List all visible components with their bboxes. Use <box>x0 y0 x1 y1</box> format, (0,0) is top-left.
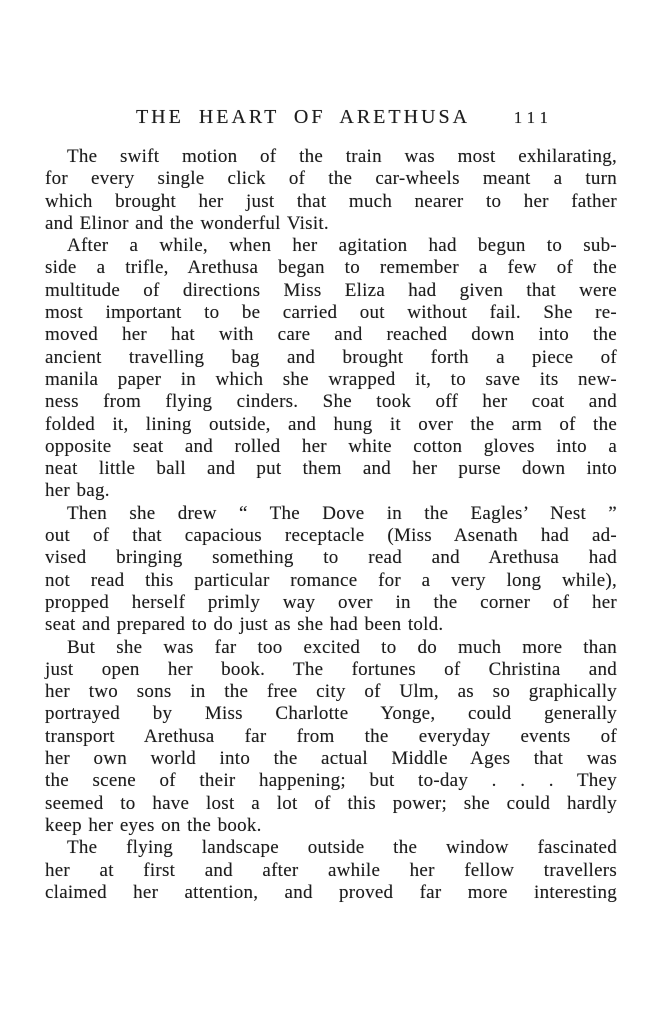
text-line: Then she drew “ The Dove in the Eagles’ Nest ” <box>67 502 617 524</box>
text-line: claimed her attention, and proved far more interesting <box>45 881 617 903</box>
text-line: which brought her just that much nearer to her father <box>45 190 617 212</box>
paragraph <box>45 235 617 503</box>
text-line: manila paper in which she wrapped it, to save its new- <box>45 368 617 390</box>
text-line: keep her eyes on the book. <box>45 814 262 836</box>
text-line: her two sons in the free city of Ulm, as so graphically <box>45 681 617 703</box>
text-line: But she was far too excited to do much more than <box>67 636 617 658</box>
text-line: propped herself primly way over in the corner of her <box>45 591 617 613</box>
text-line: most important to be carried out without fail. She re- <box>45 302 617 324</box>
page-title: THE HEART OF ARETHUSA <box>135 106 471 128</box>
text-body <box>45 146 617 904</box>
text-line: folded it, lining outside, and hung it over the arm of the <box>45 413 617 435</box>
page-number: 111 <box>513 108 553 127</box>
text-line: out of that capacious receptacle (Miss Asenath had ad- <box>45 525 617 547</box>
text-line: neat little ball and put them and her purse down into <box>45 458 617 480</box>
text-line: her at first and after awhile her fellow travellers <box>45 859 617 881</box>
text-line: not read this particular romance for a very long while), <box>45 569 617 591</box>
paragraph <box>45 503 617 637</box>
text-line: seemed to have lost a lot of this power; she could hardly <box>45 792 617 814</box>
text-line: multitude of directions Miss Eliza had given that were <box>45 279 617 301</box>
text-line: vised bringing something to read and Arethusa had <box>45 547 617 569</box>
paragraph <box>45 837 617 904</box>
paragraph <box>45 637 617 838</box>
text-line: After a while, when her agitation had begun to sub- <box>67 235 617 257</box>
text-line: for every single click of the car-wheels meant a turn <box>45 168 617 190</box>
text-line: ness from flying cinders. She took off her coat and <box>45 391 617 413</box>
text-line: seat and prepared to do just as she had been told. <box>45 614 444 636</box>
paragraph <box>45 146 617 235</box>
text-line: portrayed by Miss Charlotte Yonge, could generally <box>45 703 617 725</box>
text-line: the scene of their happening; but to-day . . . They <box>45 770 617 792</box>
text-line: opposite seat and rolled her white cotton gloves into a <box>45 435 617 457</box>
text-line: transport Arethusa far from the everyday events of <box>45 725 617 747</box>
text-line: The swift motion of the train was most exhilarating, <box>67 146 617 167</box>
text-line: moved her hat with care and reached down into the <box>45 324 617 346</box>
text-line: her own world into the actual Middle Ages that was <box>45 748 617 770</box>
text-line: and Elinor and the wonderful Visit. <box>45 212 329 234</box>
text-line: just open her book. The fortunes of Christina and <box>45 658 617 680</box>
text-line: ancient travelling bag and brought forth a piece of <box>45 346 617 368</box>
text-line: The flying landscape outside the window fascinated <box>67 837 617 859</box>
running-head <box>45 106 617 132</box>
text-line: her bag. <box>45 480 110 502</box>
text-line: side a trifle, Arethusa began to remember a few of the <box>45 257 617 279</box>
